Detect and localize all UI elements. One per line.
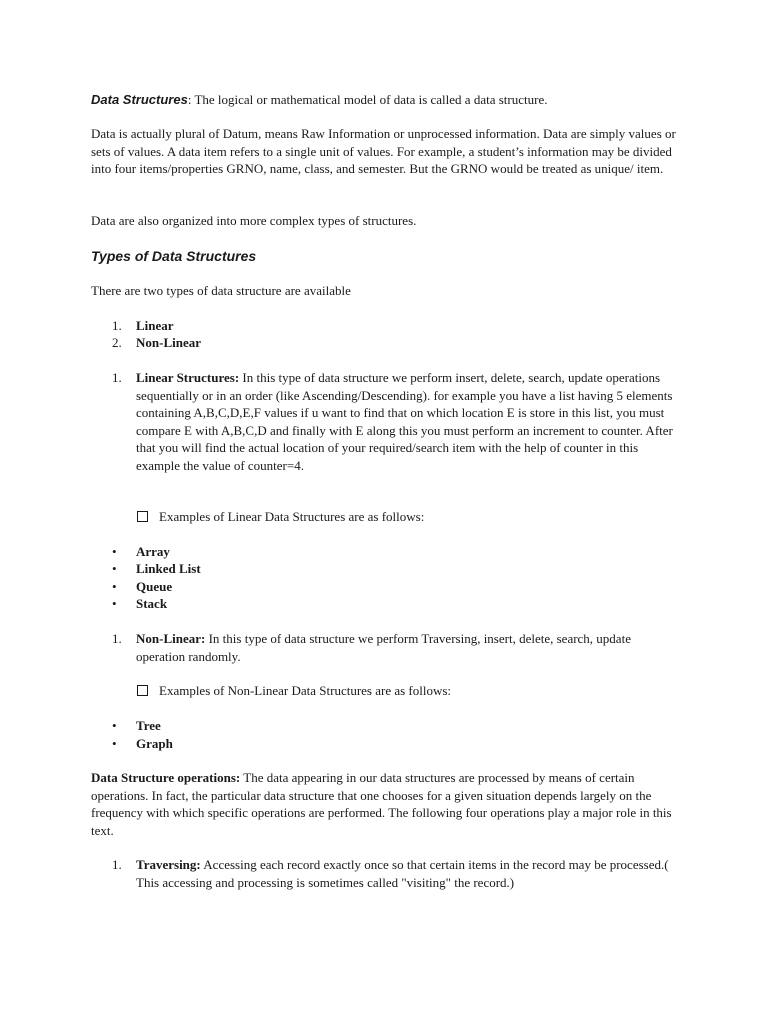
- bullet-label: Queue: [136, 579, 173, 594]
- bullet-label: Linked List: [136, 561, 201, 576]
- bullet-icon: •: [112, 561, 117, 576]
- paragraph-datum: Data is actually plural of Datum, means Raw Information or unprocessed information. Data are simply values or sets of values. A data item refers to a single unit of values. For example, a student’s information may be divided into four items/properties GRNO, name, class, and semester. But the GRNO would be treated as unique/ item.: [91, 126, 676, 176]
- linear-examples-text: Examples of Linear Data Structures are as follows:: [159, 509, 425, 524]
- paragraph-complex: Data are also organized into more complex types of structures.: [91, 213, 417, 228]
- list-number: 1.: [112, 318, 122, 333]
- bullet-icon: •: [112, 544, 117, 559]
- nonlinear-text: In this type of data structure we perform Traversing, insert, delete, search, update operation randomly.: [136, 631, 631, 664]
- linear-description: [136, 369, 676, 474]
- nonlinear-description: [136, 630, 676, 665]
- list-label: Linear: [136, 318, 174, 333]
- bullet-icon: •: [112, 596, 117, 611]
- traversing-text: Accessing each record exactly once so that certain items in the record may be processed.( This accessing and processing is sometimes called "visiting" the record.): [136, 857, 669, 890]
- definition-line: [91, 91, 691, 109]
- checkbox-icon: [137, 685, 148, 696]
- list-number: 1.: [112, 857, 122, 872]
- definition-text: : The logical or mathematical model of data is called a data structure.: [187, 92, 548, 107]
- list-number: 1.: [112, 370, 122, 385]
- bullet-label: Stack: [136, 596, 168, 611]
- term-data-structures: Data Structures: [91, 92, 188, 107]
- bullet-icon: •: [112, 718, 117, 733]
- bullet-label: Graph: [136, 736, 173, 751]
- linear-text: In this type of data structure we perform insert, delete, search, update operations sequentially or in an order (like Ascending/Descending). for example you have a list having 5 elements containing A,B,C,D,E,F values if u want to find that on which location E is store in this list, you must compare E with A,B,C,D and finally with E along this you must perform an increment to counter. After that you will find the actual location of your required/search item with the help of counter in this example the value of counter=4.: [136, 370, 673, 473]
- operations-title: Data Structure operations:: [91, 770, 241, 785]
- operations-text: The data appearing in our data structures are processed by means of certain operations. In fact, the particular data structure that one chooses for a given situation depends largely on the frequency with which specific operations are performed. The following four operations play a major role in this text.: [91, 770, 672, 838]
- bullet-label: Tree: [136, 718, 161, 733]
- bullet-label: Array: [136, 544, 170, 559]
- operations-paragraph: [91, 769, 681, 839]
- bullet-icon: •: [112, 579, 117, 594]
- nonlinear-examples-label: [137, 682, 637, 700]
- bullet-icon: •: [112, 736, 117, 751]
- list-label: Non-Linear: [136, 335, 201, 350]
- linear-title: Linear Structures:: [136, 370, 240, 385]
- list-number: 1.: [112, 631, 122, 646]
- types-heading: Types of Data Structures: [91, 248, 257, 264]
- nonlinear-title: Non-Linear:: [136, 631, 206, 646]
- types-lead: There are two types of data structure are available: [91, 283, 351, 298]
- list-number: 2.: [112, 335, 122, 350]
- traversing-title: Traversing:: [136, 857, 201, 872]
- nonlinear-examples-text: Examples of Non-Linear Data Structures are as follows:: [159, 683, 452, 698]
- checkbox-icon: [137, 511, 148, 522]
- traversing-description: [136, 856, 676, 891]
- linear-examples-label: [137, 508, 637, 526]
